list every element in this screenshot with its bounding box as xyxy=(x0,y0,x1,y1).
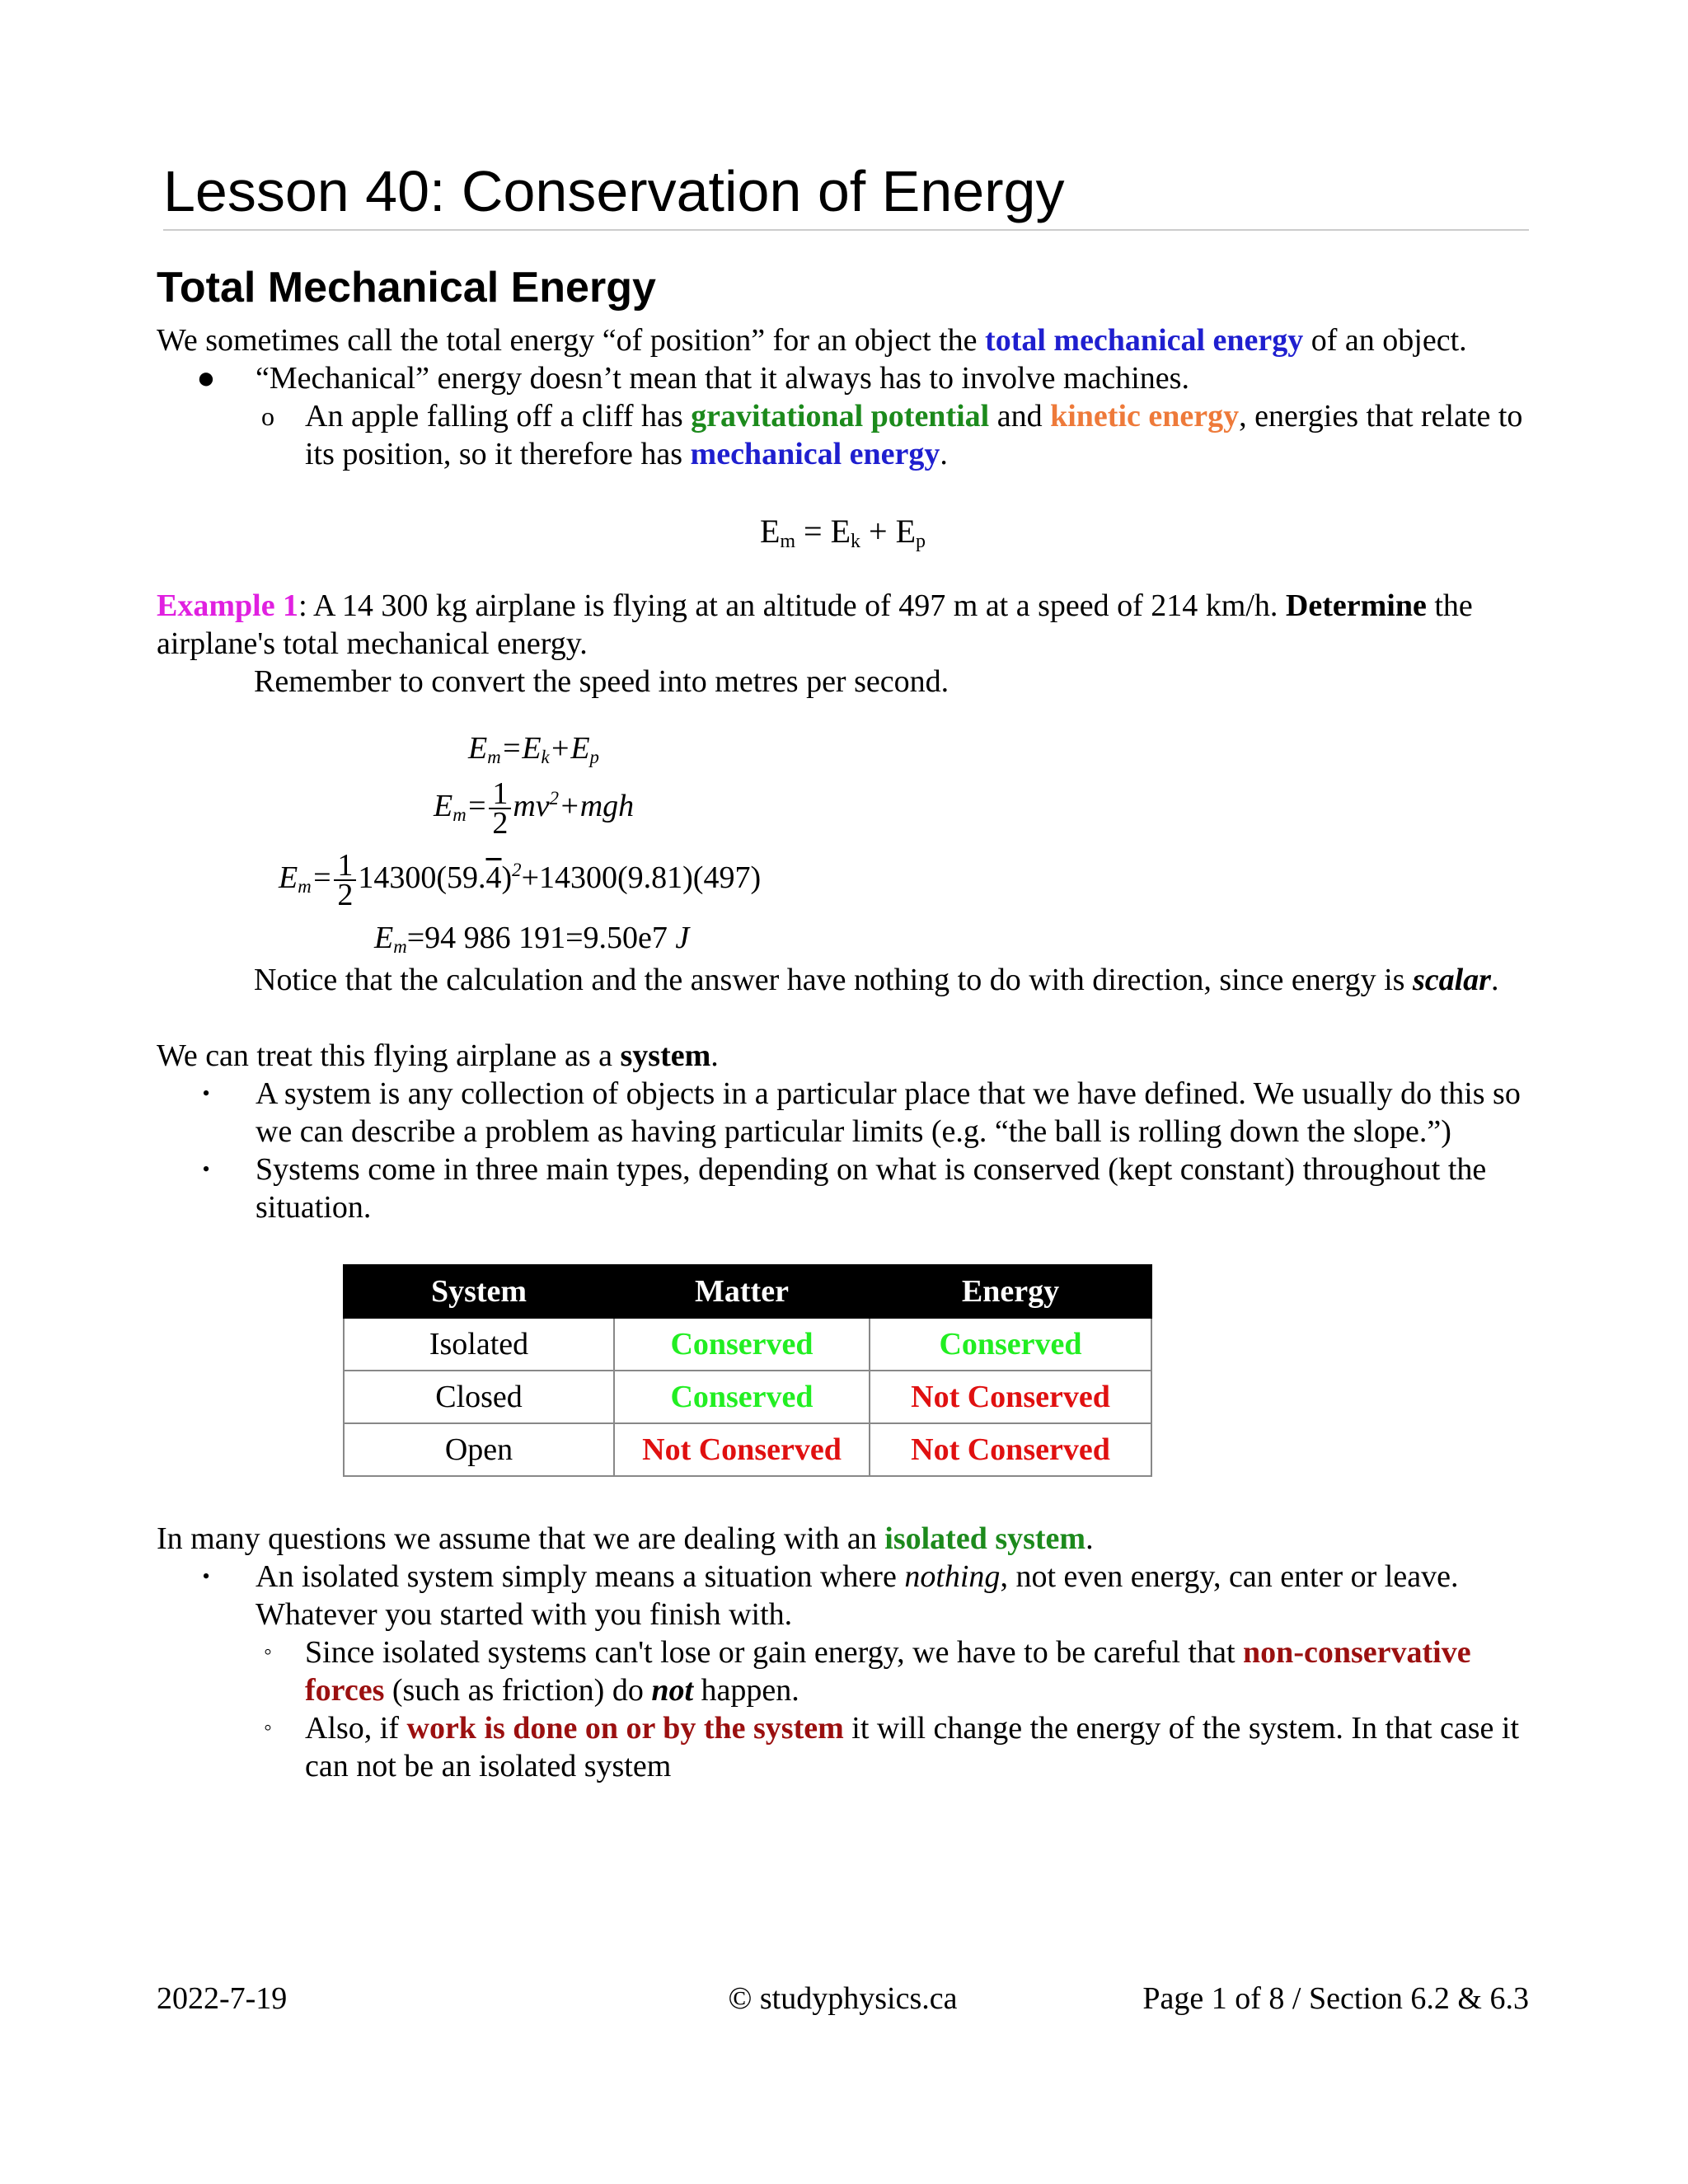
term-system: system xyxy=(620,1038,711,1073)
math-sub: m xyxy=(393,936,407,957)
sub-bullet-text-2: (such as friction) do xyxy=(384,1673,652,1708)
list-item xyxy=(157,1558,1529,1633)
fraction-half xyxy=(489,776,511,841)
isolated-intro-end: . xyxy=(1085,1521,1094,1556)
term-scalar: scalar xyxy=(1412,963,1491,997)
term-kinetic-energy: kinetic energy xyxy=(1050,399,1240,434)
system-intro xyxy=(157,1037,1529,1075)
list-item xyxy=(157,397,1529,473)
system-list xyxy=(157,1075,1529,1226)
emphasis-nothing: nothing xyxy=(904,1559,1001,1594)
notice-paragraph xyxy=(157,961,1529,999)
sub-bullet-text: An apple falling off a cliff has xyxy=(305,399,692,434)
math-line-1 xyxy=(157,725,1529,771)
intro-paragraph xyxy=(157,321,1529,359)
system-intro-text: We can treat this flying airplane as a xyxy=(157,1038,621,1073)
table-cell: Not Conserved xyxy=(870,1371,1151,1423)
sub-bullet-text: Also, if xyxy=(305,1711,407,1746)
table-cell: Closed xyxy=(344,1371,614,1423)
system-types-table xyxy=(343,1264,1152,1477)
sub-bullet-end: . xyxy=(940,437,948,471)
math-text: +14300(9.81)(497) xyxy=(521,860,762,895)
example-text-2: the airplane's total mechanical energy. xyxy=(157,588,1473,661)
worked-solution xyxy=(157,725,1529,961)
fraction-half xyxy=(334,848,356,913)
mechanical-energy-equation xyxy=(157,513,1529,551)
list-item xyxy=(157,359,1529,397)
table-row xyxy=(344,1318,1151,1371)
math-text: mv xyxy=(513,789,550,823)
table-cell: Isolated xyxy=(344,1318,614,1371)
lesson-title: Lesson 40: Conservation of Energy xyxy=(163,157,1529,231)
term-isolated-system: isolated system xyxy=(884,1521,1086,1556)
math-sup: 2 xyxy=(549,788,560,808)
bullet-icon: • xyxy=(202,1157,210,1181)
math-text: 14300(59. xyxy=(358,860,486,895)
eq-e: E xyxy=(759,513,781,550)
list-item xyxy=(157,1151,1529,1226)
math-sub: m xyxy=(452,804,467,825)
table-cell: Open xyxy=(344,1423,614,1476)
term-work-done: work is done on or by the system xyxy=(406,1711,844,1746)
isolated-intro xyxy=(157,1520,1529,1558)
math-e: E xyxy=(434,789,453,823)
header-system: System xyxy=(344,1265,614,1318)
sub-bullet-text-2: it will change the energy of the system. In that case it can not be an isolated system xyxy=(305,1711,1520,1783)
frac-num: 1 xyxy=(334,851,356,881)
intro-text-end: of an object. xyxy=(1303,323,1467,358)
example-text: : A 14 300 kg airplane is flying at an altitude of 497 m at a speed of 214 km/h. xyxy=(298,588,1286,623)
example-determine: Determine xyxy=(1285,588,1427,623)
header-energy: Energy xyxy=(870,1265,1151,1318)
footer-site: © studyphysics.ca xyxy=(728,1981,958,2016)
list-item xyxy=(157,1075,1529,1151)
footer-page-number: Page 1 of 8 / Section 6.2 & 6.3 xyxy=(1142,1981,1529,2016)
eq-equals: = E xyxy=(795,513,851,550)
sub-bullet-text: Since isolated systems can't lose or gain energy, we have to be careful that xyxy=(305,1635,1244,1670)
sub-bullet-and: and xyxy=(989,399,1051,434)
bullet-icon: • xyxy=(202,1564,210,1588)
math-text: =E xyxy=(500,731,542,766)
term-non-conservative-forces: non-conservative forces xyxy=(305,1635,1471,1708)
list-item xyxy=(157,1633,1529,1709)
section-heading: Total Mechanical Energy xyxy=(157,264,656,312)
table-cell: Conserved xyxy=(870,1318,1151,1371)
mechanical-list xyxy=(157,359,1529,473)
circle-bullet-icon: ◦ xyxy=(264,1639,272,1665)
math-line-3 xyxy=(157,841,1529,915)
page-content xyxy=(157,157,1529,1785)
list-item xyxy=(157,1709,1529,1785)
frac-den: 2 xyxy=(337,878,354,913)
math-text: +mgh xyxy=(559,789,635,823)
footer-date: 2022-7-19 xyxy=(157,1981,288,2016)
table-cell: Conserved xyxy=(614,1318,870,1371)
isolated-list xyxy=(157,1558,1529,1785)
math-text: +E xyxy=(549,731,590,766)
math-unit: J xyxy=(675,921,690,955)
math-sub: k xyxy=(541,747,550,767)
math-e: E xyxy=(468,731,488,766)
repeating-digit: 4 xyxy=(485,860,502,895)
math-text: =94 986 191=9.50e7 xyxy=(406,921,668,955)
table-row xyxy=(344,1423,1151,1476)
math-sub: m xyxy=(298,876,312,897)
bullet-icon: ● xyxy=(196,361,216,396)
isolated-intro-text: In many questions we assume that we are dealing with an xyxy=(157,1521,885,1556)
emphasis-not: not xyxy=(651,1673,694,1708)
math-sup: 2 xyxy=(512,860,522,880)
circle-bullet-icon: ◦ xyxy=(264,1715,272,1741)
page-footer xyxy=(157,1980,1529,2018)
math-line-2 xyxy=(157,771,1529,841)
sub-bullet-text-3: happen. xyxy=(693,1673,799,1708)
bullet-text: A system is any collection of objects in a particular place that we have defined. We usually do this so we can describe a problem as having particular limits (e.g. “the ball is rolling down the slope.”) xyxy=(256,1076,1521,1149)
bullet-icon: • xyxy=(202,1081,210,1105)
intro-text: We sometimes call the total energy “of position” for an object the xyxy=(157,323,986,358)
table-cell: Not Conserved xyxy=(870,1423,1151,1476)
math-sub: p xyxy=(589,747,599,767)
math-sub: m xyxy=(487,747,501,767)
term-gravitational-potential: gravitational potential xyxy=(691,399,990,434)
example-label: Example 1 xyxy=(157,588,299,623)
term-total-mechanical-energy: total mechanical energy xyxy=(985,323,1304,358)
bullet-text: “Mechanical” energy doesn’t mean that it always has to involve machines. xyxy=(256,361,1189,396)
eq-sub-p: p xyxy=(916,531,926,552)
notice-text: Notice that the calculation and the answer have nothing to do with direction, since energy is xyxy=(254,963,1413,997)
notice-end: . xyxy=(1490,963,1499,997)
header-matter: Matter xyxy=(614,1265,870,1318)
math-text: ) xyxy=(501,860,513,895)
math-e: E xyxy=(374,921,394,955)
math-e: E xyxy=(279,860,298,895)
eq-sub-m: m xyxy=(780,531,796,552)
eq-plus: + E xyxy=(860,513,917,550)
table-cell: Not Conserved xyxy=(614,1423,870,1476)
example-reminder: Remember to convert the speed into metres per second. xyxy=(254,664,950,699)
frac-den: 2 xyxy=(492,806,509,841)
circle-bullet-icon: o xyxy=(261,401,274,431)
sub-bullet-text-2: , energies that relate to its position, so it therefore has xyxy=(305,399,1523,471)
table-row xyxy=(344,1371,1151,1423)
table-cell: Conserved xyxy=(614,1371,870,1423)
bullet-text: An isolated system simply means a situation where xyxy=(256,1559,905,1594)
bullet-text-2: , not even energy, can enter or leave. Whatever you started with you finish with. xyxy=(256,1559,1459,1632)
table-header-row xyxy=(344,1265,1151,1318)
math-equals: = xyxy=(311,860,333,895)
term-mechanical-energy: mechanical energy xyxy=(690,437,940,471)
example-paragraph xyxy=(157,587,1529,663)
system-intro-end: . xyxy=(710,1038,719,1073)
frac-num: 1 xyxy=(489,780,511,809)
eq-sub-k: k xyxy=(851,531,861,552)
math-equals: = xyxy=(466,789,488,823)
math-line-4 xyxy=(157,915,1529,961)
bullet-text: Systems come in three main types, depending on what is conserved (kept constant) throughout the situation. xyxy=(256,1152,1487,1225)
